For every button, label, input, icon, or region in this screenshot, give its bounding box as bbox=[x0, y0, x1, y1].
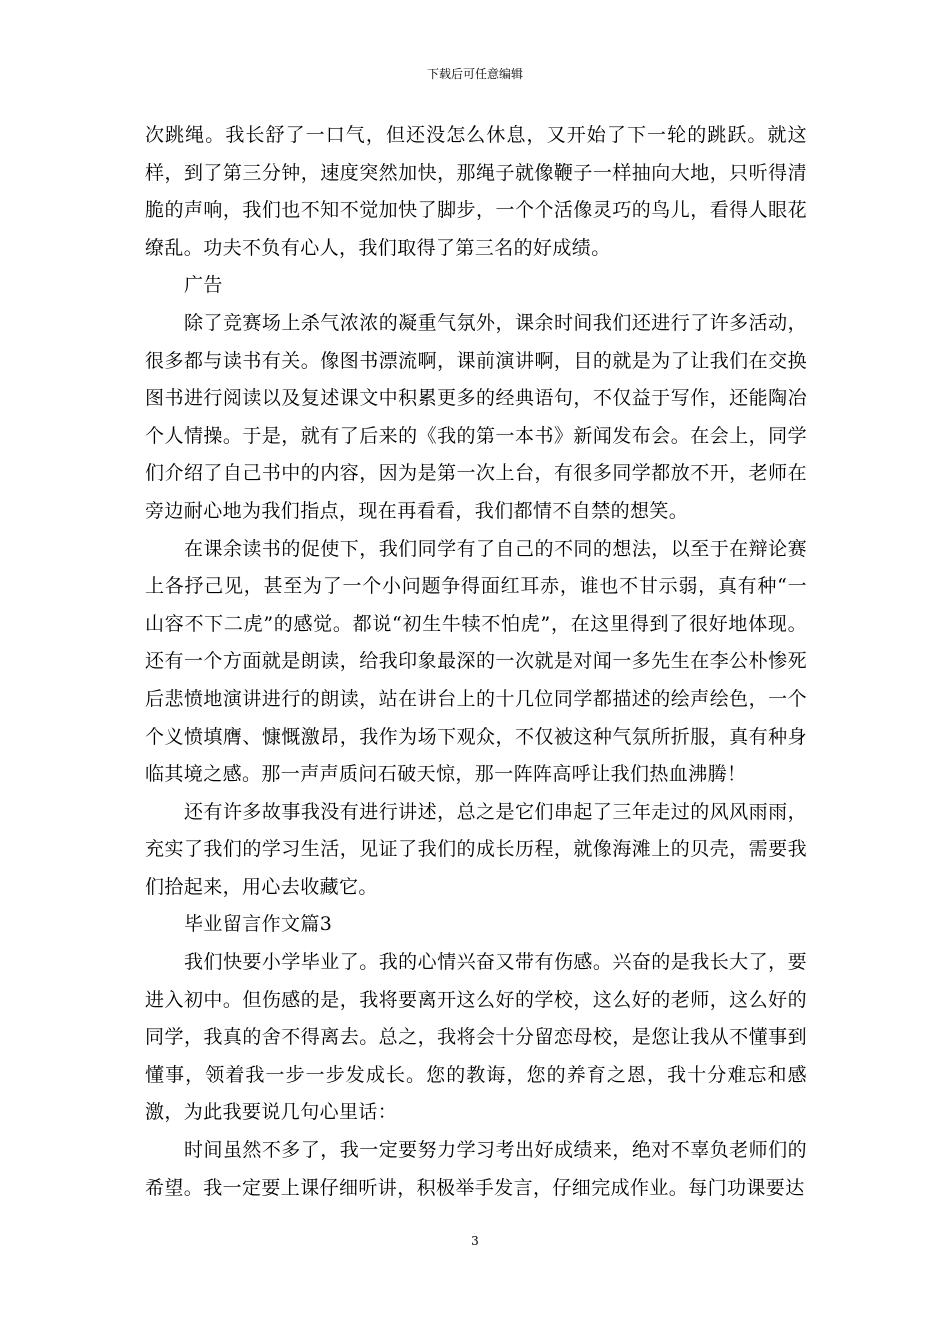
paragraph-graduation-feelings: 我们快要小学毕业了。我的心情兴奋又带有伤感。兴奋的是我长大了，要进入初中。但伤感的是，我将要离开这么好的学校，这么好的老师，这么好的同学，我真的舍不得离去。总之，我将会十分留恋母校，是您让我从不懂事到懂事，领着我一步一步发成长。您的教诲，您的养育之恩，我十分难忘和感激，为此我要说几句心里话： bbox=[145, 951, 807, 1124]
document-body bbox=[145, 117, 807, 1207]
paragraph-study-promise: 时间虽然不多了，我一定要努力学习考出好成绩来，绝对不辜负老师们的希望。我一定要上课仔细听讲，积极举手发言，仔细完成作业。每门功课要达 bbox=[145, 1139, 807, 1199]
paragraph-jump-rope-ending: 次跳绳。我长舒了一口气，但还没怎么休息，又开始了下一轮的跳跃。就这样，到了第三分钟，速度突然加快，那绳子就像鞭子一样抽向大地，只听得清脆的声响，我们也不知不觉加快了脚步，一个个活像灵巧的鸟儿，看得人眼花缭乱。功夫不负有心人，我们取得了第三名的好成绩。 bbox=[145, 124, 807, 259]
paragraph-stories-summary: 还有许多故事我没有进行讲述，总之是它们串起了三年走过的风风雨雨，充实了我们的学习生活，见证了我们的成长历程，就像海滩上的贝壳，需要我们拾起来，用心去收藏它。 bbox=[145, 800, 807, 898]
page-number: 3 bbox=[471, 1234, 479, 1248]
section-heading-essay-3: 毕业留言作文篇3 bbox=[184, 913, 333, 936]
paragraph-reading-activities: 除了竞赛场上杀气浓浓的凝重气氛外，课余时间我们还进行了许多活动，很多都与读书有关。像图书漂流啊，课前演讲啊，目的就是为了让我们在交换图书进行阅读以及复述课文中积累更多的经典语句，不仅益于写作，还能陶冶个人情操。于是，就有了后来的《我的第一本书》新闻发布会。在会上，同学们介绍了自己书中的内容，因为是第一次上台，有很多同学都放不开，老师在旁边耐心地为我们指点，现在再看看，我们都情不自禁的想笑。 bbox=[145, 311, 807, 522]
paragraph-debate-and-recitation: 在课余读书的促使下，我们同学有了自己的不同的想法，以至于在辩论赛上各抒己见，甚至为了一个小问题争得面红耳赤，谁也不甘示弱，真有种“一山容不下二虎”的感觉。都说“初生牛犊不怕虎”，在这里得到了很好地体现。还有一个方面就是朗读，给我印象最深的一次就是对闻一多先生在李公朴惨死后悲愤地演讲进行的朗读，站在讲台上的十几位同学都描述的绘声绘色，一个个义愤填膺、慷慨激昂，我作为场下观众，不仅被这种气氛所折服，真有种身临其境之感。那一声声质问石破天惊，那一阵阵高呼让我们热血沸腾！ bbox=[145, 537, 807, 786]
paragraph-advertisement: 广告 bbox=[184, 274, 223, 297]
page-header: 下载后可任意编辑 bbox=[426, 67, 523, 81]
